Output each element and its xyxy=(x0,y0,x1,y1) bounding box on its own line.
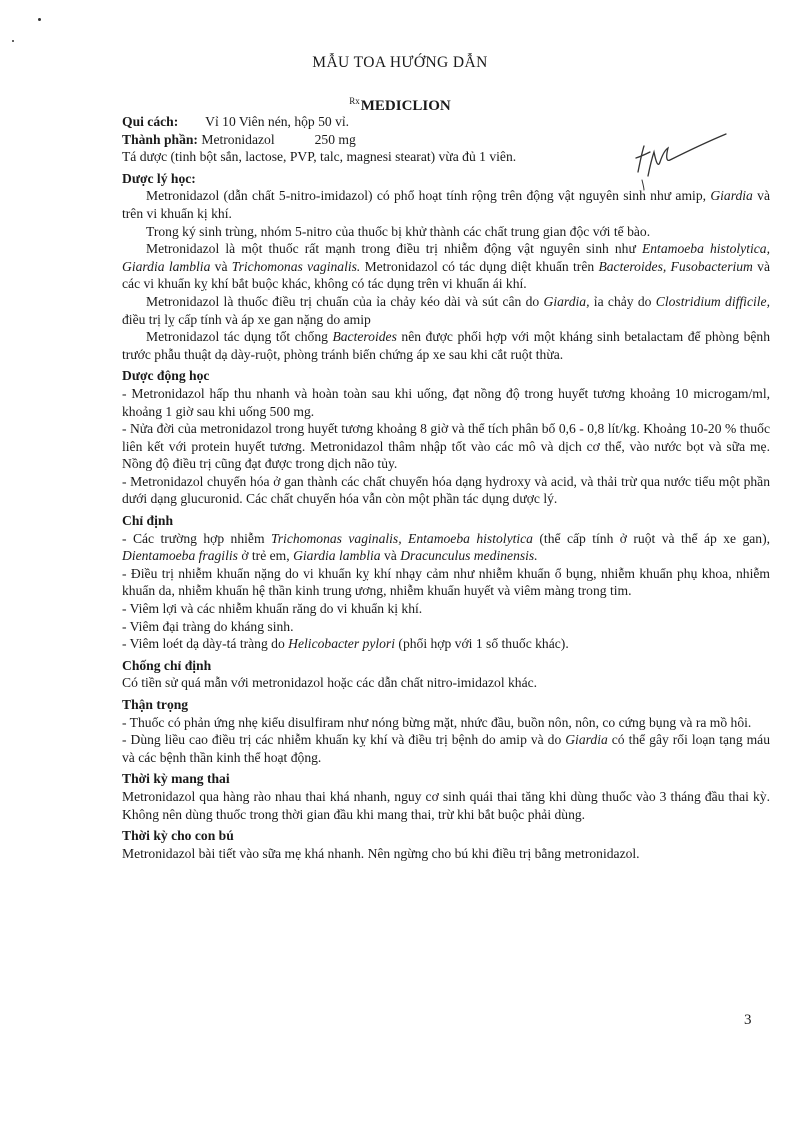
organism-name: Bacteroides xyxy=(332,329,397,345)
composition-amount: 250 mg xyxy=(314,131,356,147)
indication-item xyxy=(122,635,770,653)
text-run: ở trẻ em, xyxy=(237,548,294,564)
composition-ingredient: Metronidazol xyxy=(201,131,275,147)
composition-label: Thành phần: xyxy=(122,131,198,147)
contraindications-text: Có tiền sử quá mẫn với metronidazol hoặc các dẫn chất nitro-imidazol khác. xyxy=(122,675,538,691)
indication-item: - Điều trị nhiễm khuẩn nặng do vi khuẩn kỵ khí nhạy cảm như nhiễm khuẩn ổ bụng, nhiễm khuẩn phụ khoa, nhiễm khuẩn da, nhiễm khuẩn hệ thần kinh trung ương, nhiễm khuẩn huyết và viêm màng trong tim. xyxy=(122,565,770,599)
precaution-item xyxy=(122,731,770,766)
pharmacokinetics-heading: Dược động học xyxy=(122,368,210,384)
organism-name: Giardia xyxy=(710,188,753,204)
breastfeeding-text: Metronidazol bài tiết vào sữa mẹ khá nhanh. Nên ngừng cho bú khi điều trị bằng metronidazol. xyxy=(122,845,640,861)
text-run: điều trị lỵ cấp tính và áp xe gan nặng do amip xyxy=(122,311,371,327)
composition-line xyxy=(122,131,770,149)
indication-item: - Viêm lợi và các nhiễm khuẩn răng do vi khuẩn kị khí. xyxy=(122,601,423,617)
organism-name: Helicobacter pylori xyxy=(288,636,396,652)
pregnancy-text: Metronidazol qua hàng rào nhau thai khá nhanh, nguy cơ sinh quái thai tăng khi dùng thuốc vào 3 tháng đầu thai kỳ. Không nên dùng thuốc trong thời gian đầu khi mang thai, trừ khi bắt buộc phải dùng. xyxy=(122,788,770,822)
drug-name: MEDICLION xyxy=(360,98,451,114)
text-run: - Viêm loét dạ dày-tá tràng do xyxy=(122,636,289,652)
rx-symbol: Rx xyxy=(349,96,360,106)
organism-name: Dracunculus medinensis. xyxy=(400,548,538,564)
pharmacology-paragraph: Trong ký sinh trùng, nhóm 5-nitro của thuốc bị khử thành các chất trung gian độc với tế bào. xyxy=(146,223,651,239)
pharmacokinetics-item: - Nửa đời của metronidazol trong huyết tương khoảng 8 giờ và thể tích phân bố 0,6 - 0,8 lít/kg. Khoảng 10-20 % thuốc liên kết với protein huyết tương. Metronidazol thâm nhập tốt vào các mô và dịch cơ thể, vào nước bọt và sữa mẹ. Nồng độ điều trị cũng đạt được trong dịch não tủy. xyxy=(122,421,770,472)
organism-name: Giardia xyxy=(565,732,608,748)
pregnancy-heading: Thời kỳ mang thai xyxy=(122,771,230,787)
pharmacology-paragraph xyxy=(122,293,770,328)
contraindications-heading: Chống chỉ định xyxy=(122,657,212,673)
pharmacology-paragraph xyxy=(122,240,770,293)
text-run: Metronidazol là thuốc điều trị chuẩn của ỉa chảy kéo dài và sút cân do xyxy=(146,293,544,309)
pharmacology-paragraph xyxy=(122,328,770,363)
text-run: và xyxy=(380,548,401,564)
pharmacology-paragraph xyxy=(122,187,770,222)
document-title: MẪU TOA HƯỚNG DẪN xyxy=(312,54,488,71)
text-run: (phối hợp với 1 số thuốc khác). xyxy=(395,636,569,652)
text-run: và xyxy=(210,258,232,274)
text-run: - Dùng liều cao điều trị các nhiễm khuẩn kỵ khí và điều trị bệnh do amip và do xyxy=(122,732,566,748)
text-run: - Các trường hợp nhiễm xyxy=(122,530,271,546)
organism-name: Giardia, xyxy=(543,293,590,309)
precautions-heading: Thận trọng xyxy=(122,697,189,712)
organism-name: Bacteroides, Fusobacterium xyxy=(598,258,753,274)
composition-excipients: Tá dược (tinh bột sắn, lactose, PVP, talc, magnesi stearat) vừa đủ 1 viên. xyxy=(122,149,517,165)
spec-line xyxy=(122,113,770,131)
text-run: nên được phối hợp với một kháng sinh betalactam để phòng bệnh trước phẫu thuật dạ dày-ruột, phòng tránh biến chứng áp xe sau khi cắt ruột thừa. xyxy=(122,329,771,362)
text-run: và trên vi khuẩn kị khí. xyxy=(122,188,770,221)
page-number: 3 xyxy=(744,1012,752,1028)
indication-item: - Viêm đại tràng do kháng sinh. xyxy=(122,618,294,634)
text-run: (thể cấp tính ở ruột và thể áp xe gan), xyxy=(532,530,770,546)
text-run: Metronidazol (dẫn chất 5-nitro-imidazol) có phổ hoạt tính rộng trên động vật nguyên sinh như amip, xyxy=(146,188,711,204)
text-run: Metronidazol tác dụng tốt chống xyxy=(146,329,333,345)
organism-name: Entamoeba histolytica, Giardia lamblia xyxy=(122,241,770,274)
organism-name: Trichomonas vaginalis. xyxy=(231,258,361,274)
pharmacokinetics-item: - Metronidazol chuyển hóa ở gan thành các chất chuyển hóa dạng hydroxy và acid, và thải trừ qua nước tiểu một phần dưới dạng glucuronid. Các chất chuyển hóa vẫn còn một phần tác dụng dược lý. xyxy=(122,473,770,507)
text-run: và các vi khuẩn kỵ khí bắt buộc khác, không có tác dụng trên vi khuẩn ái khí. xyxy=(122,258,770,292)
text-run: Metronidazol là một thuốc rất mạnh trong điều trị nhiễm động vật nguyên sinh như xyxy=(146,241,642,257)
organism-name: Clostridium difficile, xyxy=(655,293,770,309)
text-run: có thể gây rối loạn tạng máu và các bệnh thần kinh thể hoạt động. xyxy=(122,732,770,765)
spec-label: Qui cách: xyxy=(122,114,179,129)
indication-item xyxy=(122,530,770,565)
spec-value: Vỉ 10 Viên nén, hộp 50 vỉ. xyxy=(205,114,350,129)
pharmacokinetics-item: - Metronidazol hấp thu nhanh và hoàn toàn sau khi uống, đạt nồng độ trong huyết tương khoảng 10 microgam/ml, khoảng 1 giờ sau khi uống 500 mg. xyxy=(122,385,770,419)
text-run: ỉa chảy do xyxy=(589,293,656,309)
scan-speck xyxy=(38,18,41,21)
organism-name: Trichomonas vaginalis, Entamoeba histolytica xyxy=(270,530,533,546)
scan-speck xyxy=(12,40,14,42)
text-run: Metronidazol có tác dụng diệt khuẩn trên xyxy=(360,258,599,274)
pharmacology-heading: Dược lý học: xyxy=(122,170,196,186)
document-body xyxy=(122,113,770,862)
precaution-item: - Thuốc có phản ứng nhẹ kiểu disulfiram như nóng bừng mặt, nhức đầu, buồn nôn, nôn, co cứng bụng và ra mồ hôi. xyxy=(122,714,752,730)
breastfeeding-heading: Thời kỳ cho con bú xyxy=(122,828,234,844)
organism-name: Dientamoeba fragilis xyxy=(122,548,238,564)
indications-heading: Chỉ định xyxy=(122,513,174,529)
organism-name: Giardia lamblia xyxy=(293,548,381,564)
